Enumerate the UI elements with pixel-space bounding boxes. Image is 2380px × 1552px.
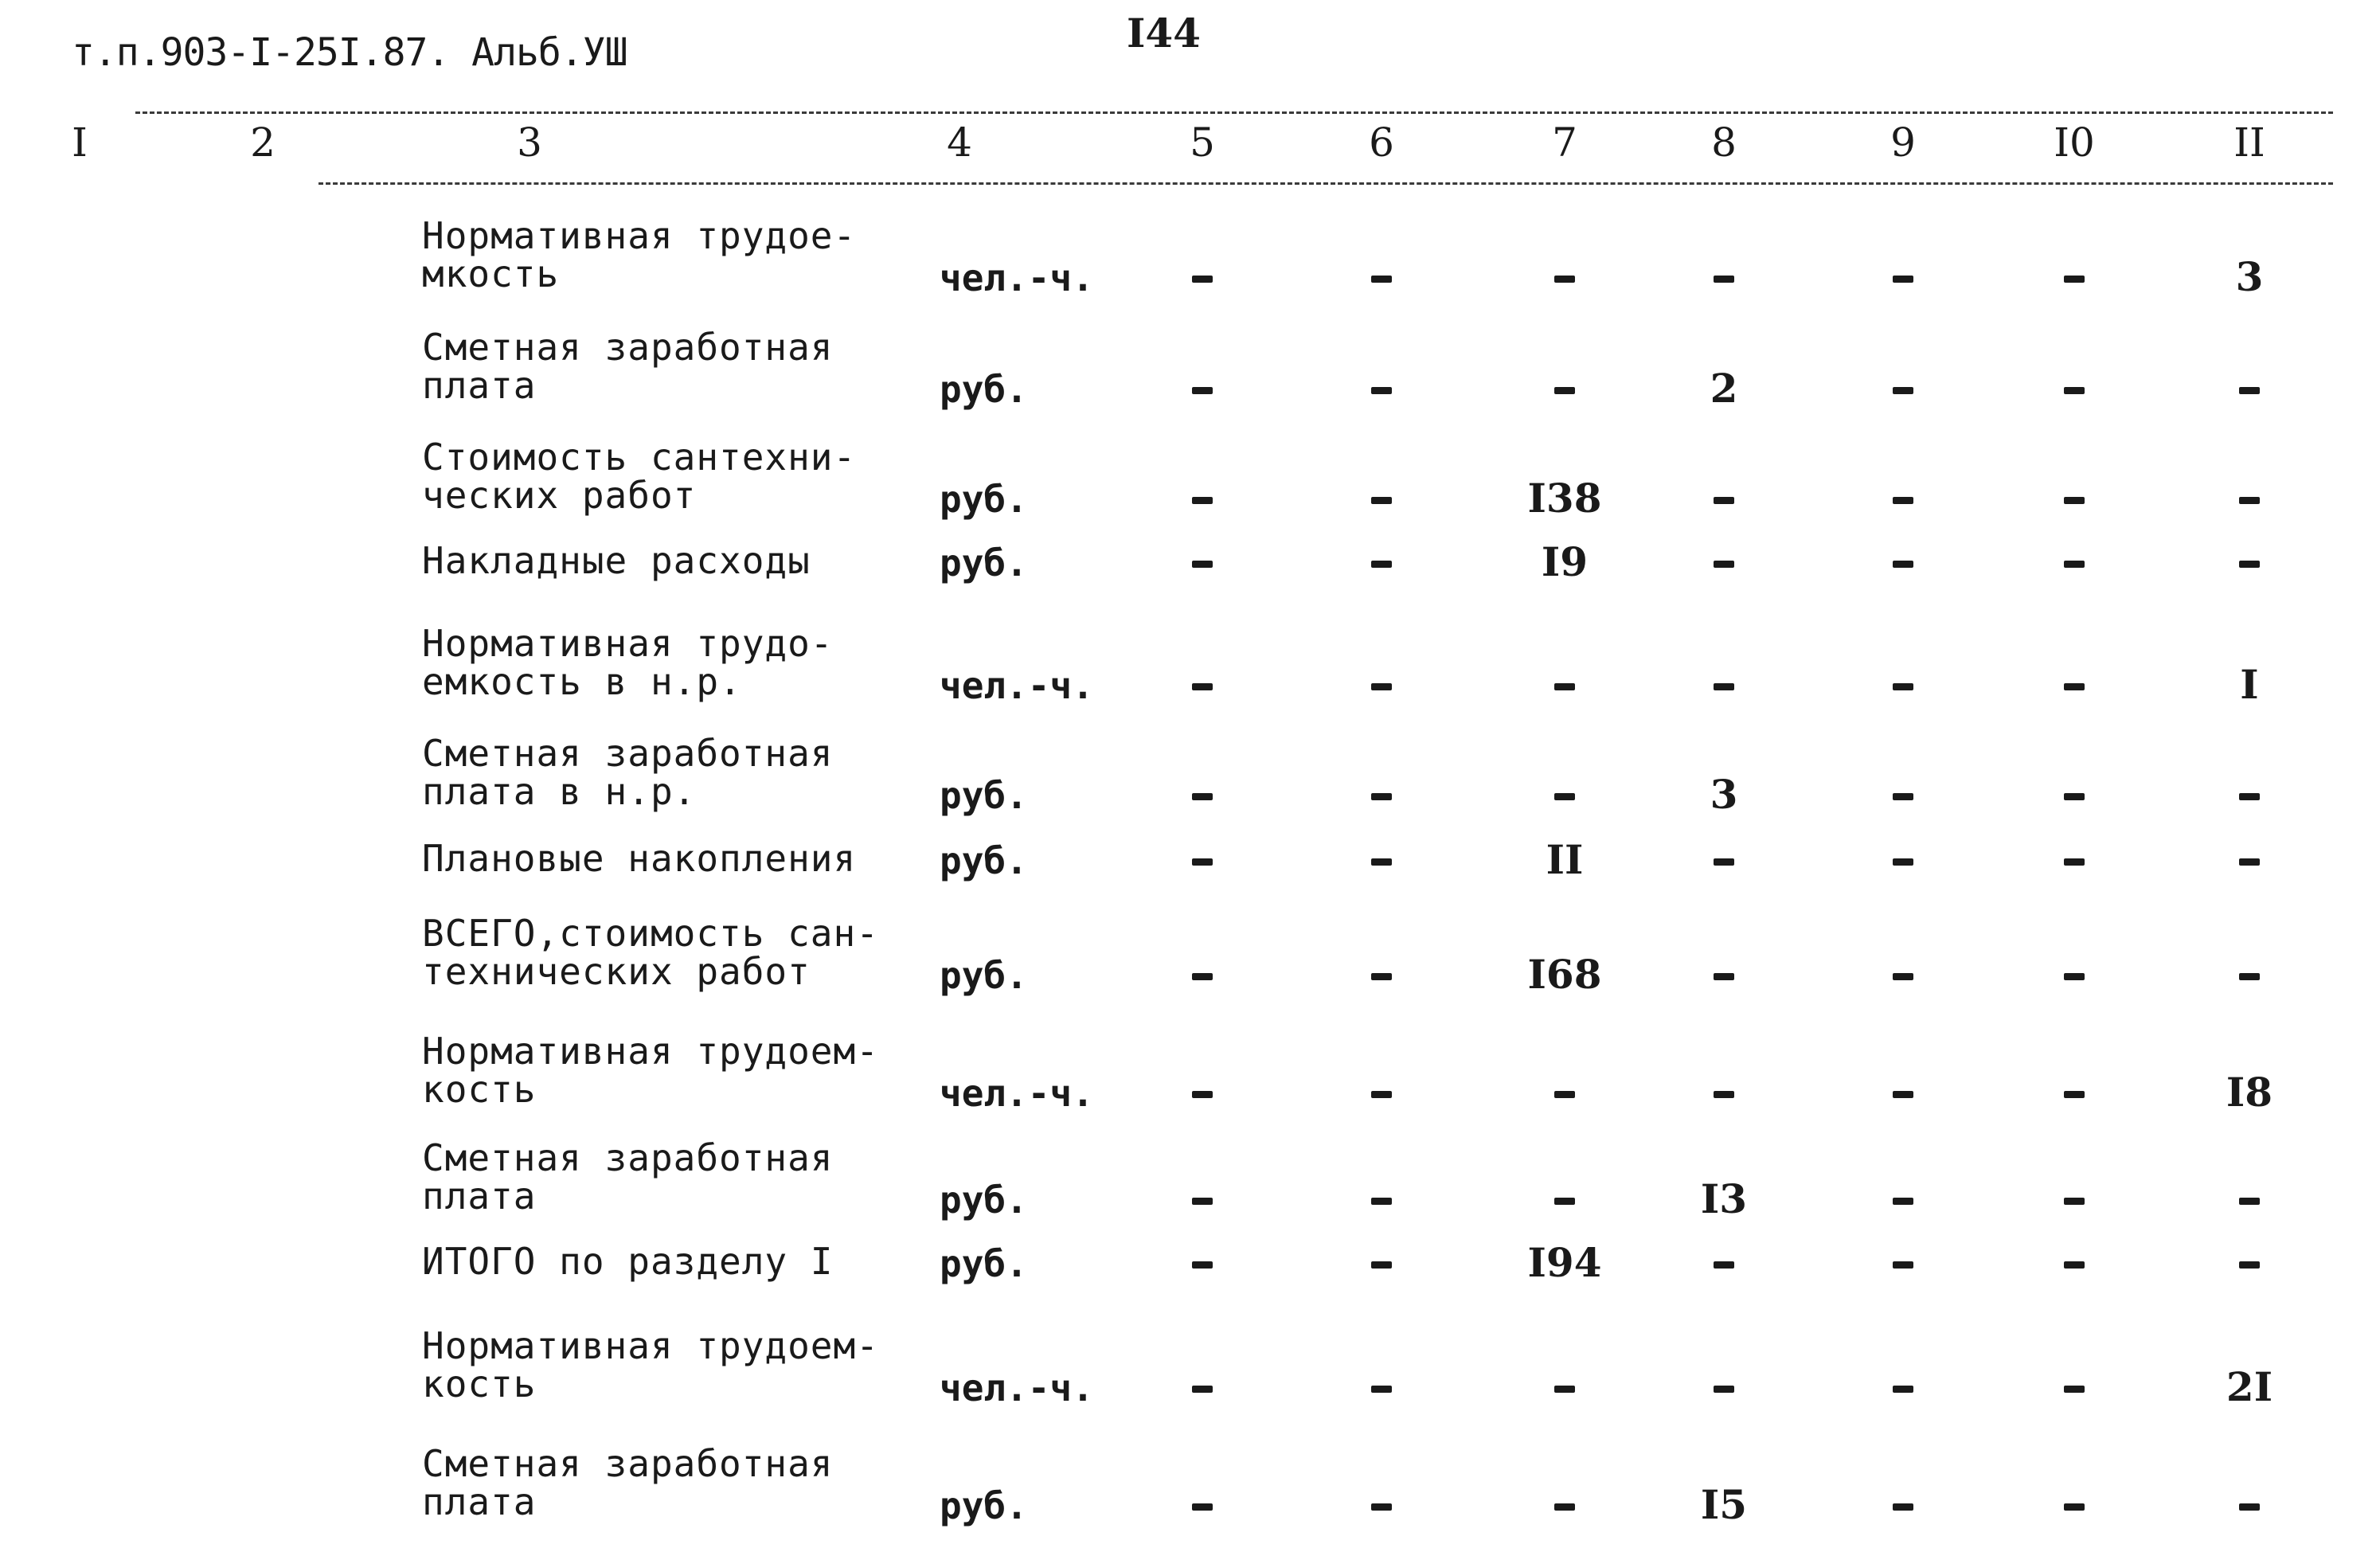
row-unit: руб. [940, 1242, 1028, 1285]
row-value [2240, 836, 2260, 883]
row-value [1714, 951, 1734, 998]
row-value [1555, 661, 1575, 708]
row-value [1193, 771, 1213, 818]
row-value [1555, 253, 1575, 300]
row-name: Сметная заработная плата [422, 1136, 834, 1218]
row-value [1893, 661, 1913, 708]
row-value [1714, 836, 1734, 883]
row-value [1893, 475, 1913, 522]
column-header: 7 [1552, 119, 1577, 166]
row-value: 2I [2226, 1363, 2273, 1410]
row-name: Плановые накопления [422, 837, 857, 880]
row-name: Нормативная трудоем- кость [422, 1324, 879, 1405]
row-unit: руб. [940, 541, 1028, 584]
row-value [1893, 1363, 1913, 1410]
row-unit: руб. [940, 1484, 1028, 1527]
row-name: Сметная заработная плата [422, 326, 834, 407]
row-value [1555, 365, 1575, 412]
column-header: 8 [1711, 119, 1737, 166]
row-unit: чел.-ч. [940, 1072, 1094, 1115]
row-value [1714, 1239, 1734, 1286]
row-name: Сметная заработная плата [422, 1442, 834, 1523]
row-value [1193, 951, 1213, 998]
row-name: Стоимость сантехни- ческих работ [422, 436, 857, 517]
row-value: I68 [1527, 951, 1602, 998]
row-value: I5 [1700, 1481, 1748, 1528]
row-value [1714, 475, 1734, 522]
row-value [2065, 475, 2085, 522]
row-name: Нормативная трудоем- кость [422, 1030, 879, 1111]
row-value [2065, 1239, 2085, 1286]
row-value [1193, 253, 1213, 300]
row-value [1193, 836, 1213, 883]
row-unit: чел.-ч. [940, 1366, 1094, 1409]
row-value: I9 [1541, 538, 1589, 585]
column-header: I [72, 119, 88, 166]
row-value [1193, 1363, 1213, 1410]
row-name: Нормативная трудое- мкость [422, 214, 857, 295]
row-value [1193, 365, 1213, 412]
row-value [2065, 538, 2085, 585]
row-value [2065, 1175, 2085, 1222]
row-value: II [1546, 836, 1584, 883]
row-value [1893, 1175, 1913, 1222]
row-value [1372, 836, 1392, 883]
row-value: I [2240, 661, 2259, 708]
row-value: 3 [1710, 771, 1738, 818]
page-number: I44 [1127, 10, 1201, 57]
row-value [1193, 1069, 1213, 1116]
top-rule [135, 111, 2333, 114]
row-unit: руб. [940, 1179, 1028, 1222]
row-unit: руб. [940, 954, 1028, 997]
row-value [1893, 1481, 1913, 1528]
row-value [1193, 475, 1213, 522]
row-unit: руб. [940, 368, 1028, 411]
row-value [2240, 1239, 2260, 1286]
row-value [1555, 771, 1575, 818]
row-value [1893, 253, 1913, 300]
row-value: I38 [1527, 475, 1602, 522]
row-value: I94 [1527, 1239, 1602, 1286]
row-value [1555, 1481, 1575, 1528]
row-value [1893, 365, 1913, 412]
row-value [2240, 1175, 2260, 1222]
row-value [1893, 951, 1913, 998]
row-value [2065, 365, 2085, 412]
column-header: 6 [1369, 119, 1394, 166]
row-value [2240, 771, 2260, 818]
row-value [1372, 1069, 1392, 1116]
row-value [1555, 1175, 1575, 1222]
row-value: 3 [2235, 253, 2264, 300]
row-name: Сметная заработная плата в н.р. [422, 732, 834, 813]
row-value [1893, 771, 1913, 818]
row-value: I8 [2226, 1069, 2273, 1116]
row-value [2065, 951, 2085, 998]
row-value [1893, 836, 1913, 883]
row-value: 2 [1710, 365, 1738, 412]
row-value [1555, 1363, 1575, 1410]
row-name: ВСЕГО,стоимость сан- технических работ [422, 912, 879, 993]
row-unit: чел.-ч. [940, 256, 1094, 299]
document-code: т.п.903-I-25I.87. Альб.УШ [72, 30, 627, 75]
column-header: 5 [1190, 119, 1215, 166]
row-value [1372, 661, 1392, 708]
row-value [1372, 771, 1392, 818]
row-value [1372, 365, 1392, 412]
row-value [1193, 1239, 1213, 1286]
row-value [2065, 661, 2085, 708]
column-header: 9 [1890, 119, 1916, 166]
row-name: Нормативная трудо- емкость в н.р. [422, 622, 834, 703]
row-unit: руб. [940, 839, 1028, 882]
row-value [1372, 475, 1392, 522]
row-value: I3 [1700, 1175, 1748, 1222]
column-header: 4 [947, 119, 972, 166]
row-value [1555, 1069, 1575, 1116]
row-value [1714, 253, 1734, 300]
column-header: 2 [250, 119, 276, 166]
row-value [1193, 1175, 1213, 1222]
row-value [2240, 951, 2260, 998]
row-value [2065, 253, 2085, 300]
column-header: I0 [2054, 119, 2095, 166]
row-value [1372, 1175, 1392, 1222]
row-value [2065, 1481, 2085, 1528]
row-value [1193, 661, 1213, 708]
row-value [2240, 1481, 2260, 1528]
row-value [1714, 1363, 1734, 1410]
row-name: ИТОГО по разделу I [422, 1240, 834, 1283]
row-value [1372, 1239, 1392, 1286]
row-value [1893, 538, 1913, 585]
row-value [2240, 475, 2260, 522]
row-value [2065, 1363, 2085, 1410]
row-value [1372, 951, 1392, 998]
row-value [1893, 1239, 1913, 1286]
row-value [1372, 253, 1392, 300]
row-value [1714, 661, 1734, 708]
row-value [1372, 1363, 1392, 1410]
row-value [2240, 365, 2260, 412]
row-value [1893, 1069, 1913, 1116]
row-value [1714, 1069, 1734, 1116]
row-unit: руб. [940, 774, 1028, 817]
row-unit: чел.-ч. [940, 664, 1094, 707]
row-name: Накладные расходы [422, 539, 811, 582]
column-header: 3 [517, 119, 542, 166]
row-value [1372, 1481, 1392, 1528]
row-value [2240, 538, 2260, 585]
row-value [2065, 836, 2085, 883]
row-value [1372, 538, 1392, 585]
row-value [1714, 538, 1734, 585]
row-value [1193, 1481, 1213, 1528]
row-value [1193, 538, 1213, 585]
row-value [2065, 1069, 2085, 1116]
row-value [2065, 771, 2085, 818]
column-header: II [2233, 119, 2265, 166]
row-unit: руб. [940, 478, 1028, 521]
header-rule [319, 182, 2333, 185]
